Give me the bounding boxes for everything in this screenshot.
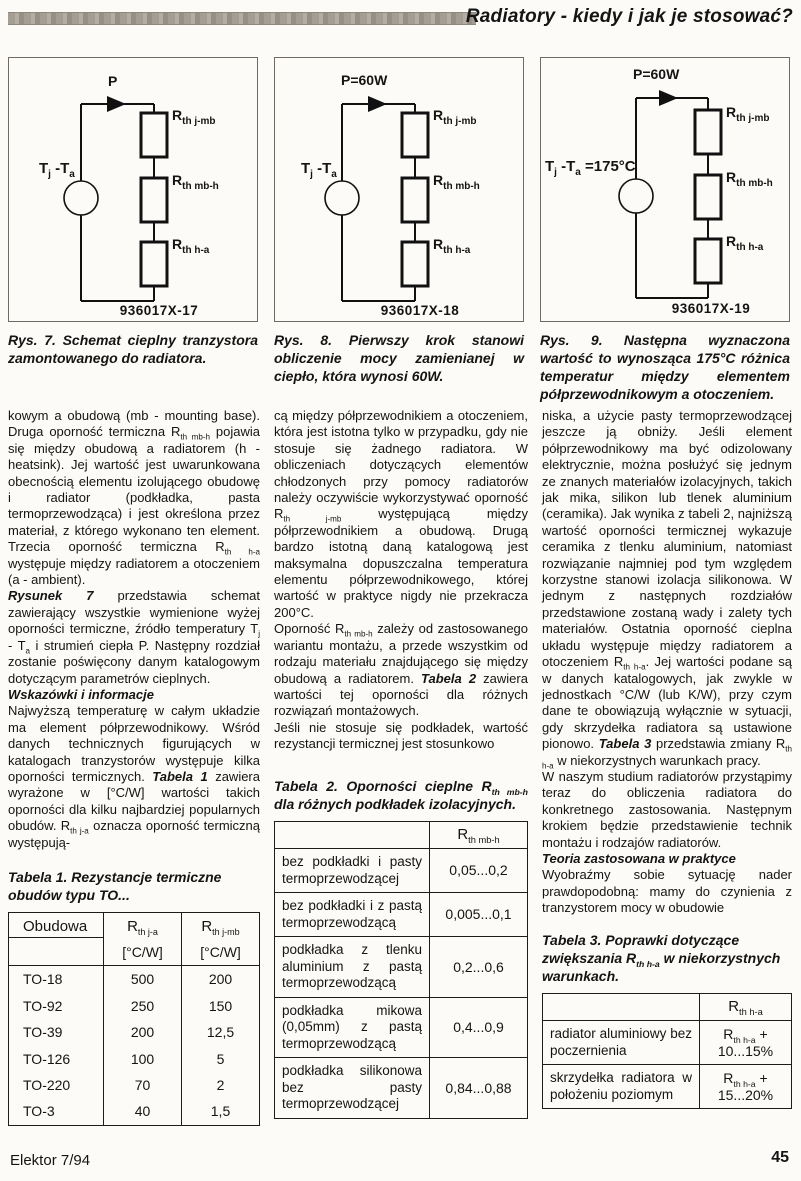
figure-ref-number: 936017X-18 — [380, 303, 460, 318]
table-row — [275, 849, 528, 893]
cell-label: podkładka silikonowa bez pasty termoprzewodzącej — [282, 1063, 422, 1112]
resistor-label: $R_{th h-a}$ — [726, 233, 764, 253]
figure-rys8 — [274, 57, 524, 403]
cell-label: bez podkładki i z pastą termoprzewodzącą — [275, 893, 430, 937]
masthead — [8, 6, 795, 32]
table-row — [275, 1058, 528, 1119]
cell-label: radiator aluminiowy bez poczernienia — [543, 1021, 700, 1065]
cell-rthjmb: 5 — [182, 1046, 260, 1072]
figure-caption: Rys. 9. Następna wyznaczona wartość to wynosząca 175°C różnica temperatur między elementem półprzewodnikowym a otoczeniem. — [540, 332, 790, 402]
figure-ref-number: 936017X-19 — [671, 301, 751, 316]
temperature-source-symbol — [64, 181, 98, 215]
value-column-header: $R_{th mb-h}$ — [430, 821, 528, 849]
cell-rthja: 40 — [104, 1098, 182, 1125]
paragraph: Wyobraźmy sobie sytuację nader prawdopodobną: mamy do czynienia z tranzystorem mocy w obudowie — [542, 867, 792, 916]
body-column-1 — [8, 408, 260, 1126]
body-columns — [8, 408, 792, 1126]
table-row — [9, 1019, 260, 1045]
page-number: 45 — [771, 1149, 789, 1166]
resistor-label: $R_{th h-a}$ — [433, 236, 471, 256]
figure-box — [8, 57, 258, 322]
resistor-symbol — [141, 242, 167, 286]
resistor-label: $R_{th j-mb}$ — [172, 107, 216, 127]
thermal-circuit-diagram — [9, 58, 257, 321]
table-row — [275, 997, 528, 1058]
source-label: $T_j$ $-T_a$ — [301, 160, 337, 180]
cell-obudowa: TO-126 — [23, 1050, 71, 1067]
figure-caption: Rys. 7. Schemat cieplny tranzystora zamontowanego do radiatora. — [8, 332, 258, 366]
resistor-symbol — [402, 113, 428, 157]
table-row — [9, 966, 260, 993]
cell-value: 0,005...0,1 — [430, 893, 528, 937]
cell-label: skrzydełka radiatora w położeniu poziomym — [550, 1070, 692, 1102]
table-caption: Tabela 3. Poprawki dotyczące zwiększania $R_{th h-a}$ w niekorzystnych warunkach. — [542, 931, 781, 984]
cell-value: 0,2...0,6 — [430, 937, 528, 998]
body-column-3 — [542, 408, 792, 1126]
thermal-circuit-diagram — [541, 58, 789, 321]
resistor-label: $R_{th j-mb}$ — [433, 107, 477, 127]
section-heading: Wskazówki i informacje — [8, 686, 154, 702]
heat-flow-arrow-icon — [368, 96, 387, 112]
paragraph: Najwyższą temperaturę w całym układzie ma element półprzewodnikowy. Wśród danych technicznych figurujących w katalogach tranzystorów występuje kilka oporności termicznych. Tabela 1 zawiera wyrażone w [°C/W] wartości takich oporności dla kilku najbardziej popularnych obudów. $R_{th j-a}$ oznacza oporność termiczną występują- — [8, 703, 260, 850]
power-label: P=60W — [633, 66, 680, 82]
table-row — [275, 893, 528, 937]
tabela3-table — [542, 993, 792, 1110]
resistor-symbol — [695, 239, 721, 283]
resistor-label: $R_{th j-mb}$ — [726, 104, 770, 124]
cell-rthjmb: 2 — [182, 1072, 260, 1098]
heat-flow-arrow-icon — [107, 96, 126, 112]
cell-obudowa: TO-18 — [23, 971, 63, 988]
cell-obudowa: TO-39 — [23, 1024, 63, 1041]
figure-caption: Rys. 8. Pierwszy krok stanowi obliczenie mocy zamienianej w ciepło, która wynosi 60W. — [274, 332, 524, 384]
cell-rthjmb: 1,5 — [182, 1098, 260, 1125]
table-row — [543, 1065, 792, 1109]
figure-ref-number: 936017X-17 — [119, 303, 199, 318]
source-label: $T_j$ $-T_a =175^\circ C$ — [545, 158, 636, 178]
table-row — [9, 993, 260, 1019]
temperature-source-symbol — [325, 181, 359, 215]
source-label: $T_j$ $-T_a$ — [39, 160, 75, 180]
table-row — [275, 821, 528, 849]
table-caption: Tabela 1. Rezystancje termiczne obudów typu TO... — [8, 868, 222, 903]
power-label: P — [108, 73, 118, 89]
resistor-symbol — [141, 113, 167, 157]
empty-header-cell — [543, 993, 700, 1021]
paragraph: W naszym studium radiatorów przystąpimy teraz do obliczenia radiatora do konkretnego zastosowania. Następnym krokiem będzie przedstawienie technik montażu i rodzajów radiatorów. — [542, 768, 792, 850]
cell-rthjmb: 200 — [182, 966, 260, 993]
figure-box — [540, 57, 790, 322]
resistor-label: $R_{th mb-h}$ — [433, 172, 480, 192]
temperature-source-symbol — [619, 179, 653, 213]
empty-header-cell — [275, 821, 430, 849]
cell-obudowa: TO-3 — [23, 1103, 55, 1120]
page-title: Radiatory - kiedy i jak je stosować? — [465, 6, 793, 27]
cell-value: 0,05...0,2 — [430, 849, 528, 893]
paragraph: kowym a obudową (mb - mounting base). Druga oporność termiczna $R_{th mb-h}$ pojawia się między obudową a radiatorem (h - heatsink). Jej wartość jest uwarunkowana obecnością elementu izolującego obudowę i radiator (podkładka, pasta termoprzewodząca) i jest określona przez materiał, z którego wykonano ten element. Trzecia oporność termiczna $R_{th h-a}$ występuje między radiatorem a otoczeniem (a - ambient). — [8, 408, 261, 588]
table-caption: Tabela 2. Oporności cieplne $R_{th mb-h}$ dla różnych podkładek izolacyjnych. — [274, 777, 528, 812]
table-row — [9, 1098, 260, 1125]
table-row — [9, 1046, 260, 1072]
cell-rthja: 70 — [104, 1072, 182, 1098]
cell-value: 0,4...0,9 — [430, 997, 528, 1058]
figure-box — [274, 57, 524, 322]
resistor-symbol — [141, 178, 167, 222]
cell-obudowa: TO-92 — [23, 997, 63, 1014]
cell-rthja: 200 — [104, 1019, 182, 1045]
thermal-circuit-diagram — [275, 58, 523, 321]
cell-rthjmb: 12,5 — [182, 1019, 260, 1045]
heat-flow-arrow-icon — [659, 90, 678, 106]
cell-label: podkładka z tlenku aluminium z pastą termoprzewodzącą — [275, 937, 430, 998]
paragraph: niska, a użycie pasty termoprzewodzącej jeszcze ją obniży. Jeśli element półprzewodnikowy ma być odizolowany elektrycznie, można posłużyć się jednym ze znanych materiałów izolacyjnych, takich jak mika, silikon lub tlenek aluminium (ceramika). Jak wynika z tabeli 2, najniższą wartość oporności termicznej wykazuje ceramika z tlenku aluminium, natomiast rozwiązanie najmniej pod tym względem korzystne stanowi izolacja silikonowa. W jednym z następnych rozdziałów przedstawione zostaną wady i zalety tych materiałów. Ostatnia oporność cieplna układu występuje między radiatorem a otoczeniem $R_{th h-a}$. Jej wartości podane są w danych katalogowych, jak zwykle w jednostkach °C/W (lub K/W), przy czym dane te obowiązują wyłącznie w sytuacji, gdy skrzydełka radiatora są ustawione pionowo. Tabela 3 przedstawia zmiany $R_{th h-a}$ w niekorzystnych warunkach pracy. — [542, 408, 793, 771]
cell-value: $R_{th h-a} + 10...15\%$ — [700, 1021, 792, 1065]
cell-rthja: 250 — [104, 993, 182, 1019]
paragraph: cą między półprzewodnikiem a otoczeniem, która jest istotna tylko w przypadku, gdy nie stosuje się żadnego radiatora. W obliczeniach dotyczących elementów chłodzonych przy pomocy radiatorów należy oczywiście wykorzystywać oporność $R_{th j-mb}$ występującą między półprzewodnikiem a obudową. Drugą bardzo istotną daną katalogową jest maksymalna dopuszczalna temperatura elementu półprzewodnikowego, której wartość w praktyce nigdy nie przekracza 200°C. — [274, 408, 528, 620]
resistor-symbol — [695, 110, 721, 154]
figure-rys7 — [8, 57, 258, 403]
cell-label: podkładka mikowa (0,05mm) z pastą termoprzewodzącą — [275, 997, 430, 1058]
section-heading: Teoria zastosowana w praktyce — [542, 850, 736, 866]
unit-cell: [°C/W] — [182, 938, 260, 966]
paragraph: Oporność $R_{th mb-h}$ zależy od zastosowanego wariantu montażu, a przede wszystkim od rodzaju materiału znajdującego się między obudową a radiatorem. Tabela 2 zawiera wartości tej oporności dla różnych rozwiązań montażowych. — [274, 621, 529, 719]
paragraph: Rysunek 7 przedstawia schemat zawierający wszystkie wymienione wyżej oporności termiczne, źródło temperatury $T_j - T_a$ i strumień ciepła P. Następny rozdział zostanie poświęcony danym katalogowym dotyczącym parametrów cieplnych. — [8, 588, 260, 686]
cell-rthjmb: 150 — [182, 993, 260, 1019]
resistor-label: $R_{th mb-h}$ — [726, 169, 773, 189]
body-column-2 — [274, 408, 528, 1126]
cell-label: bez podkładki i pasty termoprzewodzącej — [275, 849, 430, 893]
resistor-symbol — [695, 175, 721, 219]
figure-rys9 — [540, 57, 790, 403]
column-header: Obudowa — [9, 912, 104, 937]
cell-rthja: 500 — [104, 966, 182, 993]
tabela1-table — [8, 912, 260, 1126]
footer-magazine-issue: Elektor 7/94 — [10, 1152, 91, 1169]
cell-value: $R_{th h-a} + 15...20\%$ — [700, 1065, 792, 1109]
unit-cell — [9, 938, 104, 966]
column-header: $R_{th j-mb}$ — [182, 912, 260, 937]
tabela2-table — [274, 821, 528, 1119]
resistor-symbol — [402, 242, 428, 286]
paragraph: Jeśli nie stosuje się podkładek, wartość rezystancji termicznej jest stosunkowo — [274, 719, 528, 752]
unit-cell: [°C/W] — [104, 938, 182, 966]
figures-row — [8, 57, 790, 403]
table-row — [275, 937, 528, 998]
resistor-label: $R_{th h-a}$ — [172, 236, 210, 256]
column-header: $R_{th j-a}$ — [104, 912, 182, 937]
table-row — [9, 1072, 260, 1098]
cell-obudowa: TO-220 — [23, 1076, 71, 1093]
resistor-symbol — [402, 178, 428, 222]
table-row — [543, 993, 792, 1021]
power-label: P=60W — [341, 72, 388, 88]
cell-rthja: 100 — [104, 1046, 182, 1072]
cell-value: 0,84...0,88 — [430, 1058, 528, 1119]
header-bar — [8, 12, 476, 25]
table-row — [543, 1021, 792, 1065]
value-column-header: $R_{th h-a}$ — [700, 993, 792, 1021]
resistor-label: $R_{th mb-h}$ — [172, 172, 219, 192]
